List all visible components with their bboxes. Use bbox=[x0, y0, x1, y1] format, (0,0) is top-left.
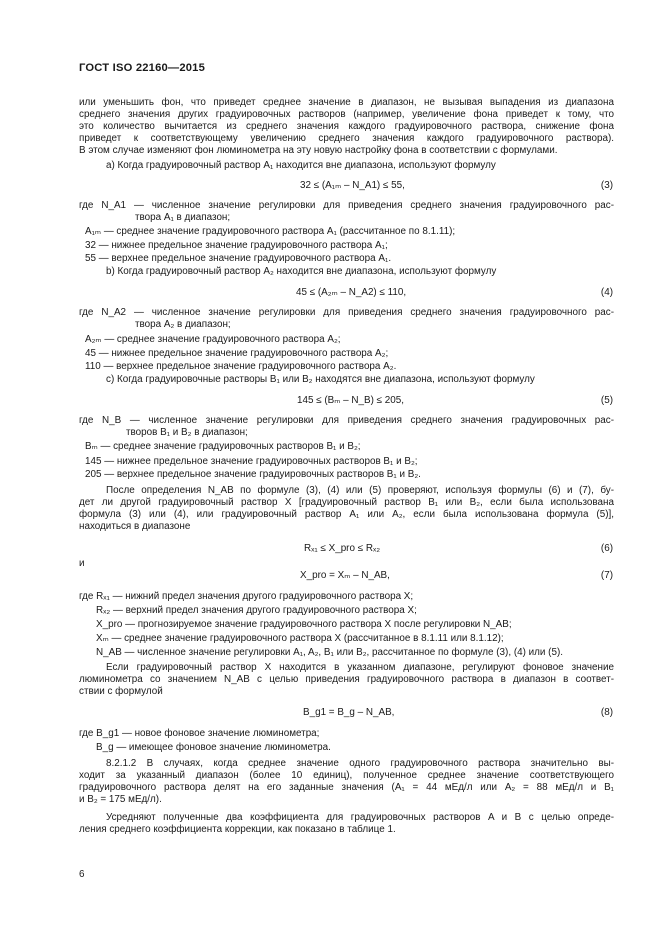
paragraph-line: ления среднего коэффициента коррекции, как показано в таблице 1. bbox=[79, 824, 396, 835]
formula-5: 145 ≤ (Bₘ – N_B) ≤ 205, bbox=[297, 395, 405, 406]
paragraph-line: это количество вычитается из среднего значения каждого градуировочного раствора, снижение фона bbox=[79, 121, 614, 132]
where-line: твора A₂ в диапазон; bbox=[135, 319, 231, 330]
formula-8: B_g1 = B_g – N_AB, bbox=[303, 707, 395, 718]
paragraph-line: приведет к соответствующему увеличению среднего значения каждого градуировочного раствора). bbox=[79, 133, 614, 144]
where-line: где Rₓ₁ — нижний предел значения другого градуировочного раствора X; bbox=[79, 591, 414, 602]
page-number: 6 bbox=[79, 869, 85, 880]
paragraph-line: После определения N_AB по формуле (3), (4) или (5) проверяют, используя формулы (6) и (7), бу- bbox=[106, 485, 614, 496]
paragraph-line: и B₂ = 175 мЕд/л). bbox=[79, 794, 162, 805]
paragraph-line: формула (3) или (4), или градуировочный раствор A₁ или A₂, если была использована формула (5)], bbox=[79, 509, 614, 520]
paragraph-line: 8.2.1.2 В случаях, когда среднее значение одного градуировочного раствора значительно вы- bbox=[106, 758, 614, 769]
where-line: 145 — нижнее предельное значение градуировочных растворов B₁ и B₂; bbox=[85, 456, 418, 467]
where-line: 45 — нижнее предельное значение градуировочного раствора A₂; bbox=[85, 348, 389, 359]
where-line: где B_g1 — новое фоновое значение люминометра; bbox=[79, 728, 320, 739]
document-header: ГОСТ ISO 22160—2015 bbox=[79, 62, 206, 74]
where-line: где N_A2 — численное значение регулировки для приведения среднего значения градуировочного рас- bbox=[79, 307, 614, 318]
where-line: 110 — верхнее предельное значение градуировочного раствора A₂. bbox=[85, 361, 397, 372]
where-line: творов B₁ и B₂ в диапазон; bbox=[126, 427, 248, 438]
paragraph-line: Усредняют полученные два коэффициента для градуировочных растворов A и B с целью опреде- bbox=[106, 812, 614, 823]
where-line: Rₓ₂ — верхний предел значения другого градуировочного раствора X; bbox=[96, 605, 417, 616]
where-line: Xₘ — среднее значение градуировочного раствора X (рассчитанное в 8.1.11 или 8.1.12); bbox=[96, 633, 504, 644]
formula-4: 45 ≤ (A₂ₘ – N_A2) ≤ 110, bbox=[296, 287, 407, 298]
formula-3: 32 ≤ (A₁ₘ – N_A1) ≤ 55, bbox=[300, 180, 405, 191]
paragraph-line: В этом случае изменяют фон люминометра на эту новую настройку фона в соответствии с формулами. bbox=[79, 145, 558, 156]
where-line: 55 — верхнее предельное значение градуировочного раствора A₁. bbox=[85, 253, 392, 264]
formula-7-number: (7) bbox=[600, 570, 613, 581]
where-line: B_g — имеющее фоновое значение люминометра. bbox=[96, 742, 331, 753]
formula-8-number: (8) bbox=[600, 707, 613, 718]
where-line: где N_B — численное значение регулировки для приведения среднего значения градуировочных рас- bbox=[79, 415, 614, 426]
where-line: 205 — верхнее предельное значение градуировочных растворов B₁ и B₂. bbox=[85, 469, 421, 480]
paragraph-line: или уменьшить фон, что приведет среднее значение в диапазон, не вызывая выпадения из диапазона bbox=[79, 97, 614, 108]
connector-word: и bbox=[79, 558, 85, 569]
where-line: A₁ₘ — среднее значение градуировочного раствора A₁ (рассчитанное по 8.1.11); bbox=[85, 226, 456, 237]
where-line: твора A₁ в диапазон; bbox=[135, 212, 231, 223]
paragraph-line: градуировочного раствора делят на его заданные значения (A₁ = 44 мЕд/л или A₂ = 88 мЕд/л и B₁ bbox=[79, 782, 614, 793]
where-line: Bₘ — среднее значение градуировочных растворов B₁ и B₂; bbox=[85, 441, 361, 452]
formula-5-number: (5) bbox=[600, 395, 613, 406]
where-line: где N_A1 — численное значение регулировки для приведения среднего значения градуировочного рас- bbox=[79, 200, 614, 211]
paragraph-line: люминометра со значением N_AB с целью приведения градуировочного раствора в диапазон в соответ- bbox=[79, 674, 614, 685]
where-line: X_pro — прогнозируемое значение градуировочного раствора X после регулировки N_AB; bbox=[96, 619, 512, 630]
where-line: 32 — нижнее предельное значение градуировочного раствора A₁; bbox=[85, 240, 388, 251]
formula-3-number: (3) bbox=[600, 180, 613, 191]
formula-4-number: (4) bbox=[600, 287, 613, 298]
paragraph-line: дет ли другой градуировочный раствор X [градуировочный раствор B₁ или B₂, если была использована bbox=[79, 497, 614, 508]
formula-6: Rₓ₁ ≤ X_pro ≤ Rₓ₂ bbox=[304, 543, 381, 554]
case-b-intro: b) Когда градуировочный раствор A₂ находится вне диапазона, используют формулу bbox=[106, 266, 497, 277]
paragraph-line: Если градуировочный раствор X находится в указанном диапазоне, регулируют фоновое значение bbox=[106, 662, 614, 673]
where-line: A₂ₘ — среднее значение градуировочного раствора A₂; bbox=[85, 334, 341, 345]
paragraph-line: ходит за указанный диапазон (более 10 единиц), полученное среднее значение соответствующего bbox=[79, 770, 614, 781]
case-c-intro: с) Когда градуировочные растворы B₁ или B₂ находятся вне диапазона, используют формулу bbox=[106, 374, 535, 385]
case-a-intro: а) Когда градуировочный раствор A₁ находится вне диапазона, используют формулу bbox=[106, 160, 496, 171]
where-line: N_AB — численное значение регулировки A₁, A₂, B₁ или B₂, рассчитанное по формуле (3), (4) или (5). bbox=[96, 647, 563, 658]
formula-7: X_pro = Xₘ – N_AB, bbox=[300, 570, 390, 581]
paragraph-line: среднего значения других градуировочных растворов (например, увеличение фона приведет к тому, что bbox=[79, 109, 614, 120]
paragraph-line: ствии с формулой bbox=[79, 686, 163, 697]
formula-6-number: (6) bbox=[600, 543, 613, 554]
paragraph-line: находиться в диапазоне bbox=[79, 521, 191, 532]
